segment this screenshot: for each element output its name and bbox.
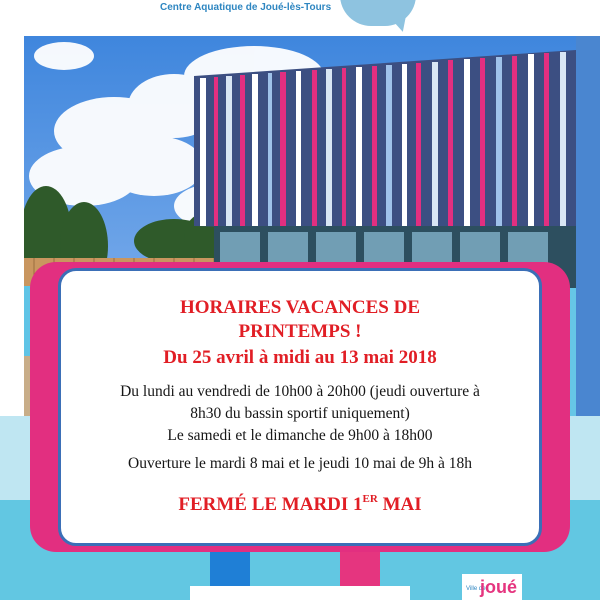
opening-line: Ouverture le mardi 8 mai et le jeudi 10 mai de 9h à 18h <box>128 455 472 472</box>
title-line-2: PRINTEMPS ! <box>238 321 362 342</box>
logo-small-text: Ville de <box>466 586 486 592</box>
weekdays-line-2: 8h30 du bassin sportif uniquement) <box>190 405 410 422</box>
announcement-panel <box>58 268 542 546</box>
header-subtitle: Centre Aquatique de Joué-lès-Tours <box>160 2 332 13</box>
closed-prefix: FERMÉ LE MARDI 1 <box>178 494 363 515</box>
white-bar <box>190 586 410 600</box>
title-line-1: HORAIRES VACANCES DE <box>179 297 421 318</box>
closed-suffix: MAI <box>377 494 422 515</box>
dates-line: Du 25 avril à midi au 13 mai 2018 <box>163 347 437 368</box>
speech-bubble-tail <box>390 12 413 35</box>
header <box>0 0 600 36</box>
closed-notice <box>61 493 539 516</box>
weekdays-line-1: Du lundi au vendredi de 10h00 à 20h00 (jeudi ouverture à <box>120 383 480 400</box>
weekend-line: Le samedi et le dimanche de 9h00 à 18h00 <box>167 427 433 444</box>
closed-superscript: ER <box>362 493 378 505</box>
logo-big-text: joué <box>480 577 518 597</box>
